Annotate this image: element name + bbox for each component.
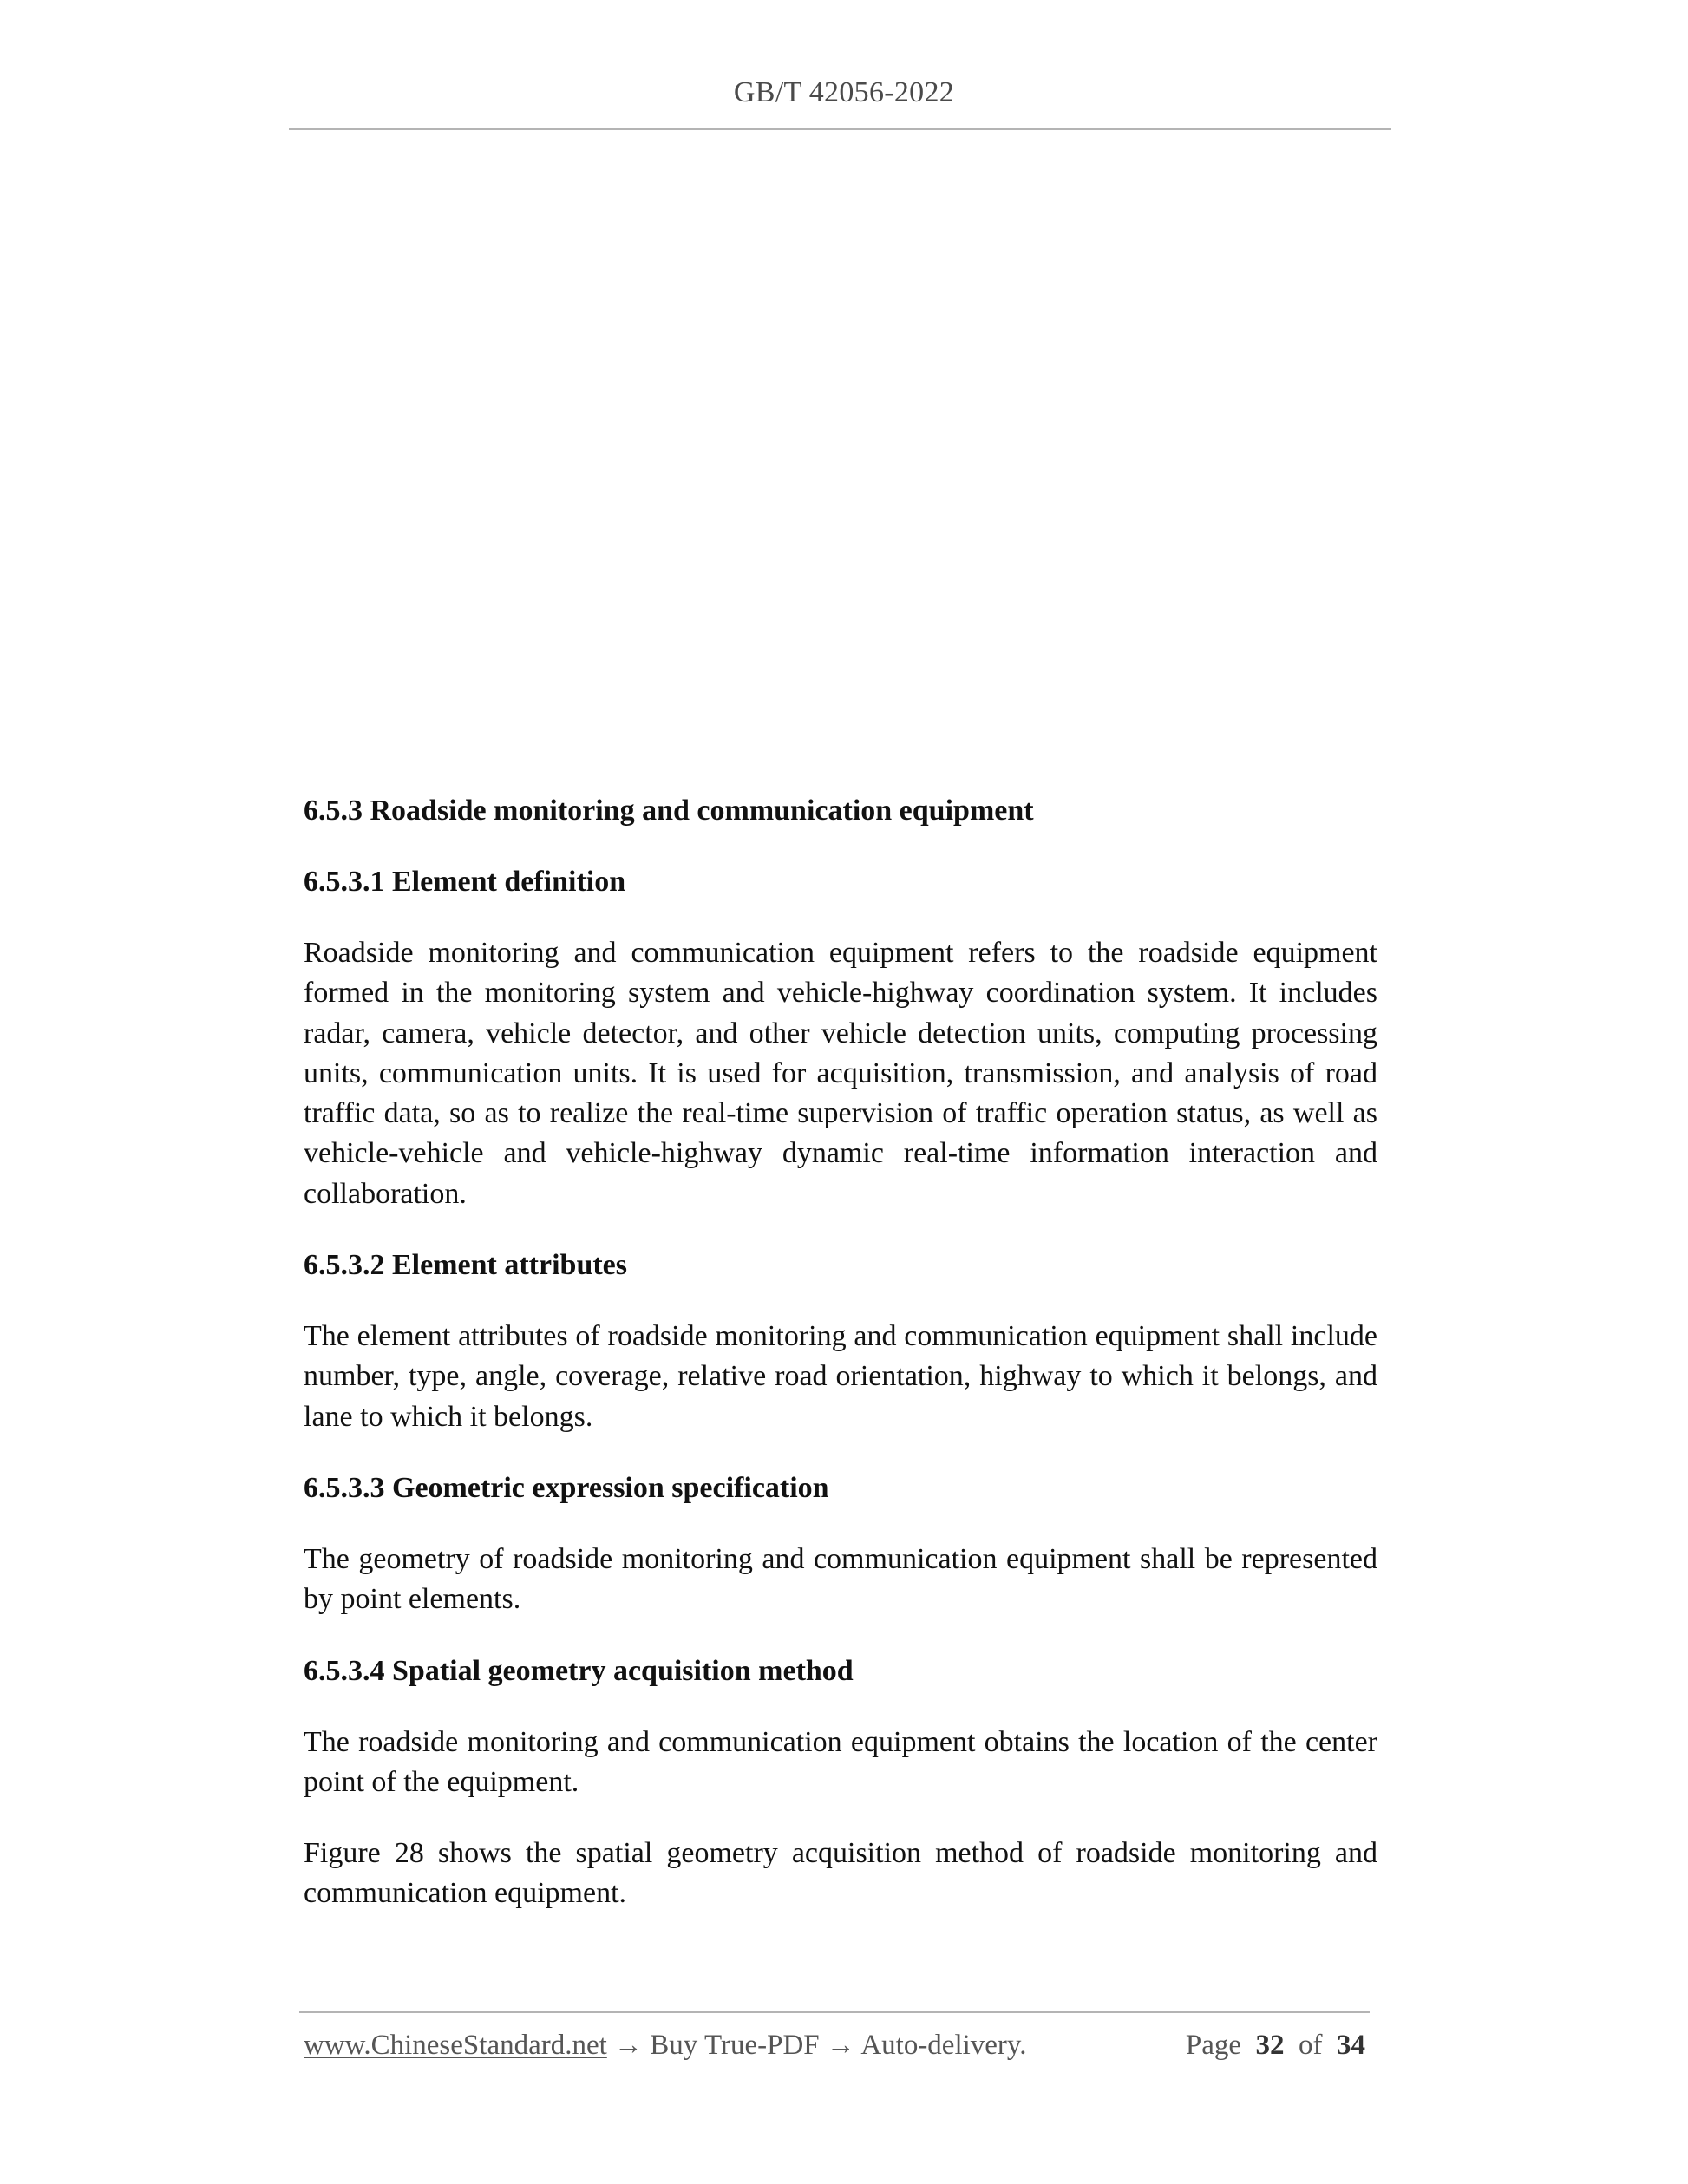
section-heading: 6.5.3.2 Element attributes [304, 1249, 628, 1282]
header-divider [289, 128, 1391, 130]
section-heading: 6.5.3.3 Geometric expression specification [304, 1471, 829, 1504]
footer-divider [299, 2011, 1370, 2013]
section-paragraph: The element attributes of roadside monitoring and communication equipment shall include number, type, angle, coverage, relative road orientation, highway to which it belongs, and lane to which it belongs. [304, 1320, 1377, 1433]
page-footer [304, 2030, 1371, 2070]
total-page-number: 34 [1337, 2030, 1365, 2061]
document-code-header: GB/T 42056-2022 [733, 76, 955, 108]
section-heading: 6.5.3.1 Element definition [304, 866, 626, 898]
document-body [304, 791, 1377, 1914]
page-indicator [1186, 2030, 1365, 2062]
section-paragraph: Roadside monitoring and communication equipment refers to the roadside equipment formed in the monitoring system and vehicle-highway coordination system. It includes radar, camera, vehicle detector, and other vehicle detection units, computing processing units, communication units. It is used for acquisition, transmission, and analysis of road traffic data, so as to realize the real-time supervision of traffic operation status, as well as vehicle-vehicle and vehicle-highway dynamic real-time information interaction and collaboration. [304, 937, 1377, 1210]
current-page-number: 32 [1255, 2030, 1285, 2061]
page-label: Page [1185, 2030, 1241, 2061]
section-heading: 6.5.3.4 Spatial geometry acquisition method [304, 1654, 854, 1687]
buy-pdf-text: Buy True-PDF [650, 2030, 820, 2061]
site-link[interactable]: www.ChineseStandard.net [304, 2030, 607, 2061]
auto-delivery-text: Auto-delivery. [860, 2030, 1027, 2061]
section-paragraph: The geometry of roadside monitoring and communication equipment shall be represented by point elements. [304, 1542, 1377, 1616]
arrow-right-icon: → [826, 2030, 855, 2061]
arrow-right-icon: → [614, 2030, 644, 2061]
of-label: of [1299, 2030, 1323, 2061]
footer-promo [304, 2030, 1027, 2062]
figure-reference-paragraph: Figure 28 shows the spatial geometry acquisition method of roadside monitoring and communication equipment. [304, 1837, 1377, 1910]
section-paragraph: The roadside monitoring and communication equipment obtains the location of the center point of the equipment. [304, 1725, 1377, 1798]
section-heading: 6.5.3 Roadside monitoring and communication equipment [304, 794, 1034, 827]
